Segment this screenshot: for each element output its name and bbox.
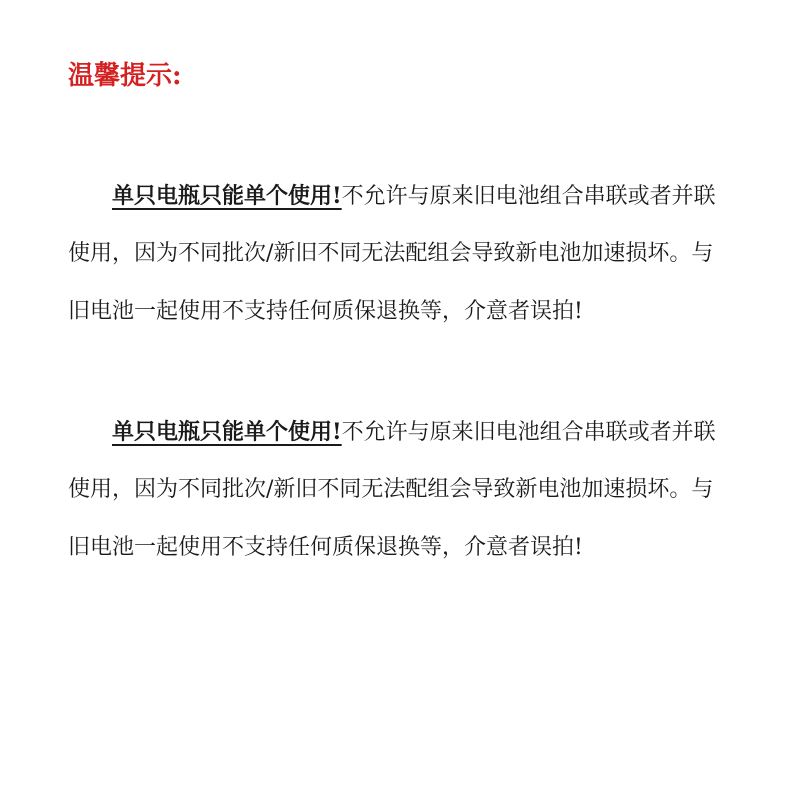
notice-title: 温馨提示: xyxy=(68,61,182,91)
underlined-warning: 单只电瓶只能单个使用! xyxy=(112,183,342,209)
warning-text: 不允许与原来旧电池组合串联或者并联 xyxy=(341,184,716,209)
paragraph-line: 使用，因为不同批次/新旧不同无法配组会导致新电池加速损坏。与 xyxy=(68,241,714,266)
paragraph-line: 使用，因为不同批次/新旧不同无法配组会导致新电池加速损坏。与 xyxy=(68,477,714,502)
warning-text: 不允许与原来旧电池组合串联或者并联 xyxy=(341,420,716,445)
paragraph-line: 旧电池一起使用不支持任何质保退换等，介意者误拍! xyxy=(68,299,583,324)
notice-paragraph xyxy=(68,176,728,350)
paragraph-line xyxy=(68,176,728,234)
underlined-warning: 单只电瓶只能单个使用! xyxy=(112,419,342,445)
paragraph-line: 旧电池一起使用不支持任何质保退换等，介意者误拍! xyxy=(68,535,583,560)
paragraph-line xyxy=(68,412,728,470)
notice-paragraph xyxy=(68,412,728,586)
